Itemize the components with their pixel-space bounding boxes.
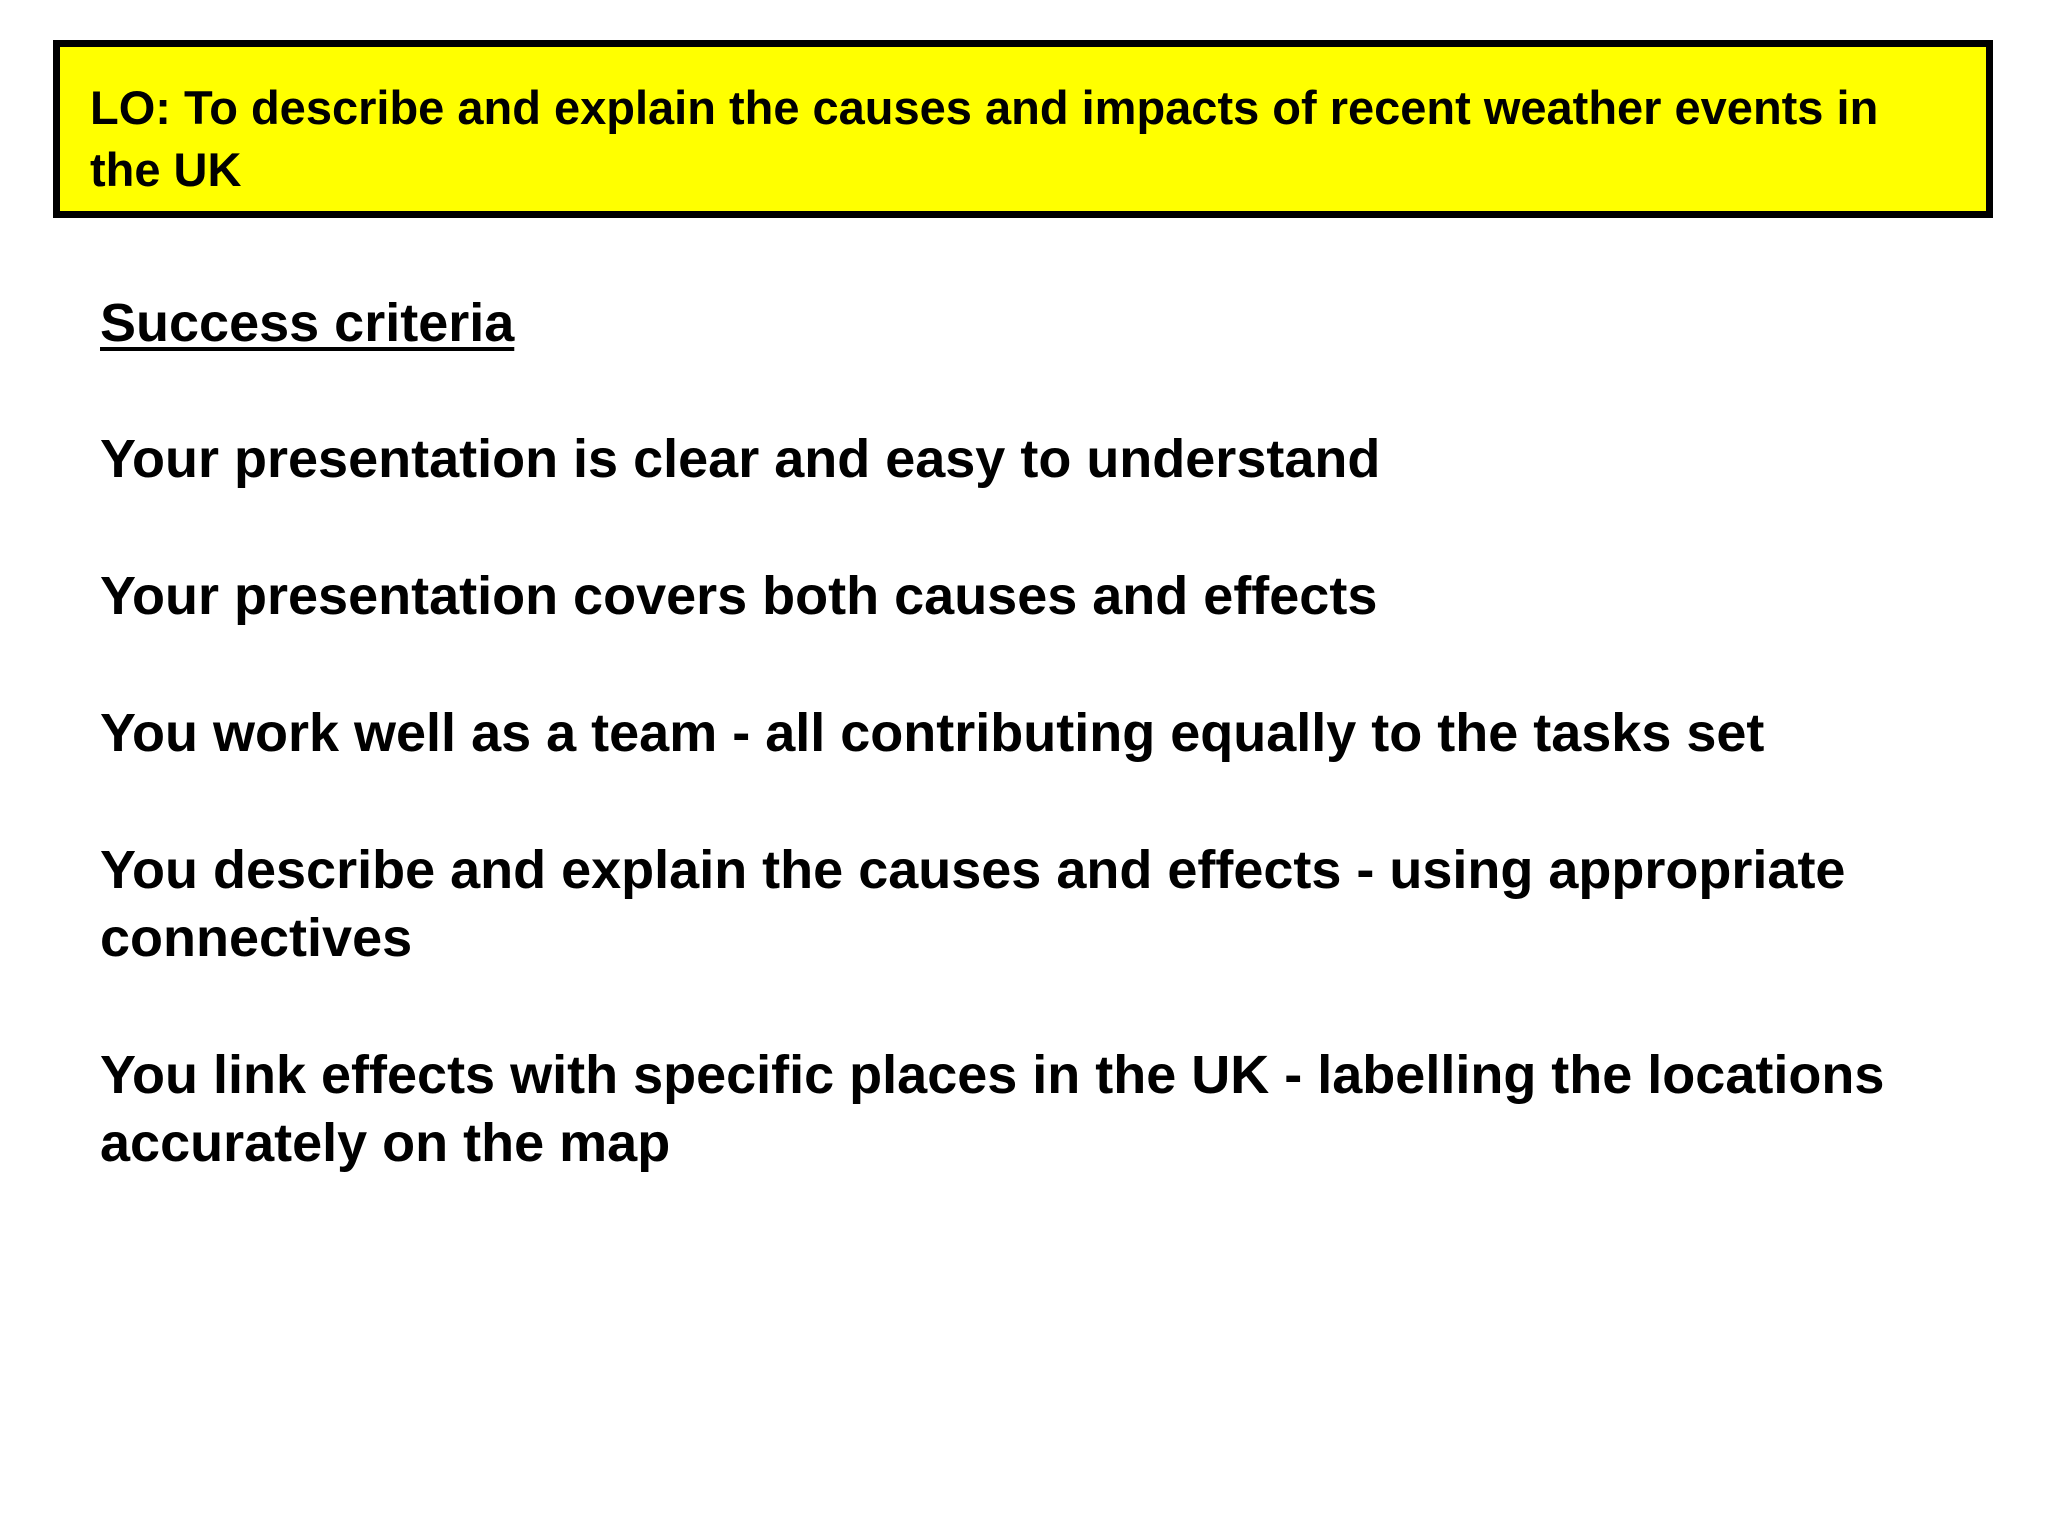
success-criteria-title: Success criteria xyxy=(100,293,515,353)
criteria-item: Your presentation is clear and easy to understand xyxy=(100,429,1381,489)
criteria-item: Your presentation covers both causes and effects xyxy=(100,566,1378,626)
success-criteria-section xyxy=(100,288,2020,1246)
criteria-item: You describe and explain the causes and effects - using appropriate connectives xyxy=(100,840,1846,968)
criteria-item: You link effects with specific places in the UK - labelling the locations accurately on the map xyxy=(100,1045,1885,1173)
learning-objective-box xyxy=(53,40,1993,218)
success-criteria-list xyxy=(100,425,2020,1177)
criteria-item: You work well as a team - all contributing equally to the tasks set xyxy=(100,703,1765,763)
learning-objective-text: LO: To describe and explain the causes and impacts of recent weather events in the UK xyxy=(90,81,1879,196)
